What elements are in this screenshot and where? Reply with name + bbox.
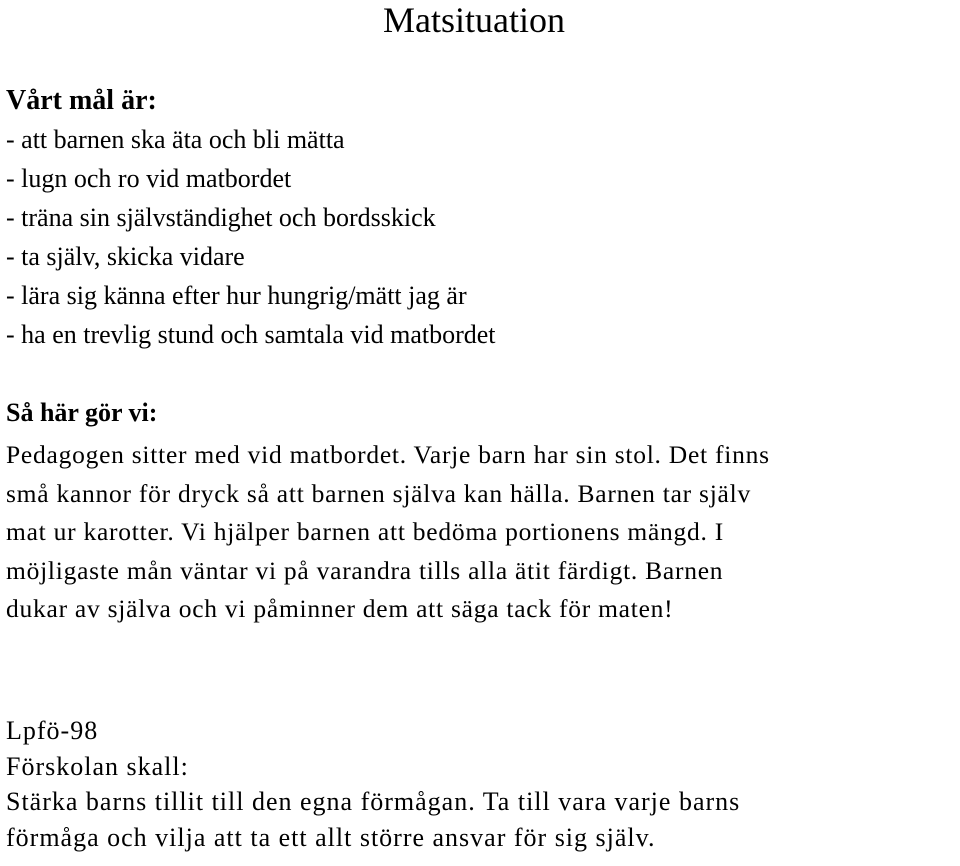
goal-item: - träna sin självständighet och bordsskick — [6, 203, 436, 232]
goal-item: - ha en trevlig stund och samtala vid matbordet — [6, 320, 496, 349]
page-title: Matsituation — [383, 0, 565, 40]
method-line: dukar av själva och vi påminner dem att säga tack för maten! — [6, 594, 674, 623]
method-line: möjligaste mån väntar vi på varandra tills alla ätit färdigt. Barnen — [6, 555, 724, 585]
goal-item: - att barnen ska äta och bli mätta — [6, 125, 345, 154]
method-line: mat ur karotter. Vi hjälper barnen att bedöma portionens mängd. I — [6, 517, 725, 546]
method-heading: Så här gör vi: — [6, 398, 158, 427]
curriculum-line: Stärka barns tillit till den egna förmågan. Ta till vara varje barns — [6, 787, 741, 816]
goal-item: - ta själv, skicka vidare — [6, 242, 245, 271]
curriculum-intro: Förskolan skall: — [6, 751, 189, 781]
goal-item: - lugn och ro vid matbordet — [6, 164, 292, 193]
goals-list — [6, 122, 496, 356]
goal-item: - lära sig känna efter hur hungrig/mätt jag är — [6, 281, 467, 310]
curriculum-section — [6, 714, 740, 856]
method-paragraph — [6, 437, 770, 630]
method-line: små kannor för dryck så att barnen själva kan hälla. Barnen tar själv — [6, 478, 751, 508]
curriculum-line: förmåga och vilja att ta ett allt större ansvar för sig själv. — [6, 822, 656, 852]
goals-heading: Vårt mål är: — [6, 85, 157, 116]
curriculum-reference: Lpfö-98 — [6, 716, 99, 745]
method-line: Pedagogen sitter med vid matbordet. Varje barn har sin stol. Det finns — [6, 440, 770, 469]
